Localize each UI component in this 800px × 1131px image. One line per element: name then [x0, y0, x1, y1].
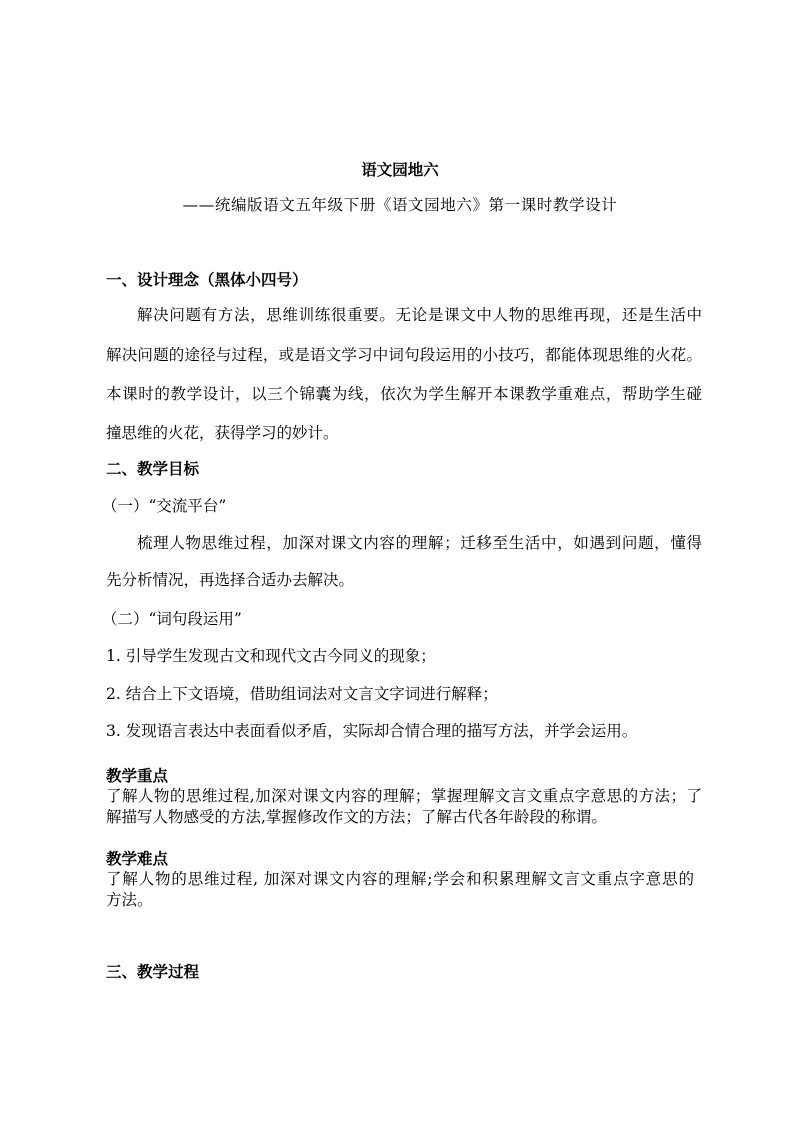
paragraph-line: 梳理人物思维过程，加深对课文内容的理解；迁移至生活中，如遇到问题，懂得 [137, 534, 702, 552]
paragraph-line: 撞思维的火花，获得学习的妙计。 [106, 424, 339, 442]
difficult-points-heading: 教学难点 [106, 850, 169, 868]
paragraph-line: 先分析情况，再选择合适办去解决。 [106, 571, 355, 589]
section-heading-teaching-process: 三、教学过程 [106, 963, 200, 981]
key-points-line: 解描写人物感受的方法,掌握修改作文的方法；了解古代各年龄段的称谓。 [106, 808, 607, 826]
difficult-points-line: 方法。 [106, 891, 153, 909]
key-points-heading: 教学重点 [106, 767, 169, 785]
paragraph-line: 解决问题的途径与过程，或是语文学习中词句段运用的小技巧，都能体现思维的火花。 [106, 346, 702, 364]
list-item: 1. 引导学生发现古文和现代文古今同义的现象； [106, 647, 436, 665]
paragraph-line: 本课时的教学设计，以三个锦囊为线，依次为学生解开本课教学重难点，帮助学生碰 [106, 385, 702, 403]
subsection-heading-exchange-platform: （一）“交流平台” [102, 497, 227, 515]
section-heading-teaching-goals: 二、教学目标 [106, 460, 200, 478]
document-title: 语文园地六 [361, 161, 439, 179]
list-item: 3. 发现语言表达中表面看似矛盾，实际却合情合理的描写方法，并学会运用。 [106, 722, 638, 740]
document-subtitle: ——统编版语文五年级下册《语文园地六》第一课时教学设计 [182, 196, 618, 214]
key-points-line: 了解人物的思维过程,加深对课文内容的理解；掌握理解文言文重点字意思的方法；了 [106, 787, 702, 805]
difficult-points-line: 了解人物的思维过程, 加深对课文内容的理解;学会和积累理解文言文重点字意思的 [106, 870, 694, 888]
section-heading-design-concept: 一、设计理念（黑体小四号） [106, 271, 308, 289]
list-item: 2. 结合上下文语境，借助组词法对文言文字词进行解释； [106, 685, 498, 703]
paragraph-line: 解决问题有方法，思维训练很重要。无论是课文中人物的思维再现，还是生活中 [137, 306, 702, 324]
subsection-heading-word-sentence-use: （二）“词句段运用” [102, 610, 242, 628]
